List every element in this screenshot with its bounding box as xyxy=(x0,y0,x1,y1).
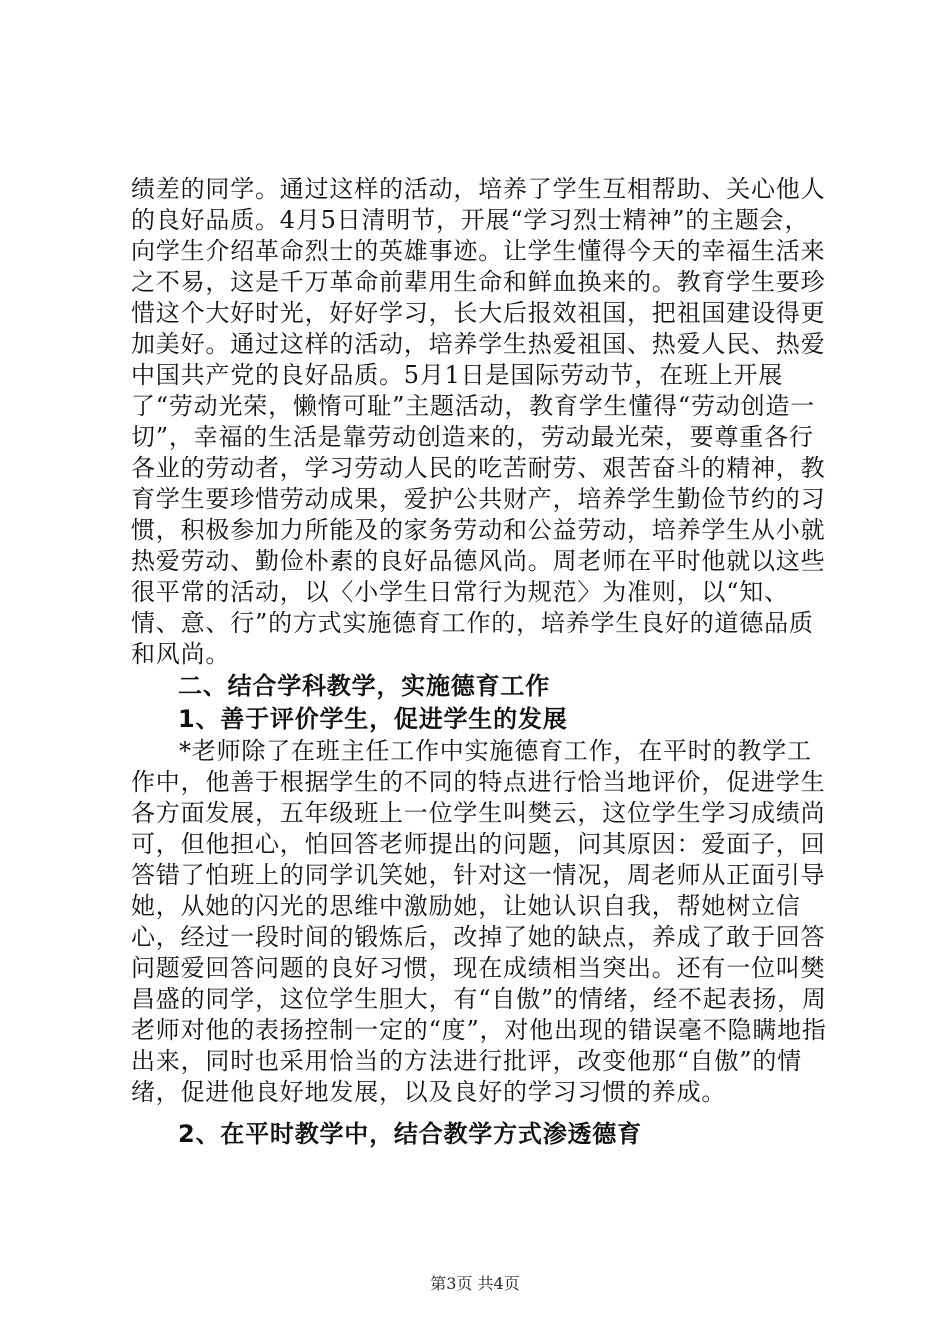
body-paragraph-1: 绩差的同学。通过这样的活动，培养了学生互相帮助、关心他人的良好品质。4月5日清明节，开展“学习烈士精神”的主题会，向学生介绍革命烈士的英雄事迹。让学生懂得今天的幸福生活来之不易，这是千万革命前辈用生命和鲜血换来的。教育学生要珍惜这个大好时光，好好学习，长大后报效祖国，把祖国建设得更加美好。通过这样的活动，培养学生热爱祖国、热爱人民、热爱中国共产党的良好品质。5月1日是国际劳动节，在班上开展了“劳动光荣，懒惰可耻”主题活动，教育学生懂得“劳动创造一切”，幸福的生活是靠劳动创造来的，劳动最光荣，要尊重各行各业的劳动者，学习劳动人民的吃苦耐劳、艰苦奋斗的精神，教育学生要珍惜劳动成果，爱护公共财产，培养学生勤俭节约的习惯，积极参加力所能及的家务劳动和公益劳动，培养学生从小就热爱劳动、勤俭朴素的良好品德风尚。周老师在平时他就以这些很平常的活动，以〈小学生日常行为规范〉为准则，以“知、情、意、行”的方式实施德育工作的，培养学生良好的道德品质和风尚。 xyxy=(131,175,826,668)
subsection-heading-2-2: 2、在平时教学中，结合教学方式渗透德育 xyxy=(178,1120,642,1148)
document-body xyxy=(131,174,831,1151)
body-paragraph-2: *老师除了在班主任工作中实施德育工作，在平时的教学工作中，他善于根据学生的不同的特点进行恰当地评价，促进学生各方面发展，五年级班上一位学生叫樊云，这位学生学习成绩尚可，但他担心，怕回答老师提出的问题，问其原因：爱面子，回答错了怕班上的同学讥笑她，针对这一情况，周老师从正面引导她，从她的闪光的思维中激励她，让她认识自我，帮她树立信心，经过一段时间的锻炼后，改掉了她的缺点，养成了敢于回答问题爱回答问题的良好习惯，现在成绩相当突出。还有一位叫樊昌盛的同学，这位学生胆大，有“自傲”的情绪，经不起表扬，周老师对他的表扬控制一定的“度”，对他出现的错误毫不隐瞒地指出来，同时也采用恰当的方法进行批评，改变他那“自傲”的情绪，促进他良好地发展，以及良好的学习习惯的养成。 xyxy=(131,737,827,1106)
subsection-heading-2-1: 1、善于评价学生，促进学生的发展 xyxy=(178,705,568,733)
page-number-footer: 第3页 共4页 xyxy=(430,1274,520,1293)
section-heading-2: 二、结合学科教学，实施德育工作 xyxy=(178,672,550,700)
